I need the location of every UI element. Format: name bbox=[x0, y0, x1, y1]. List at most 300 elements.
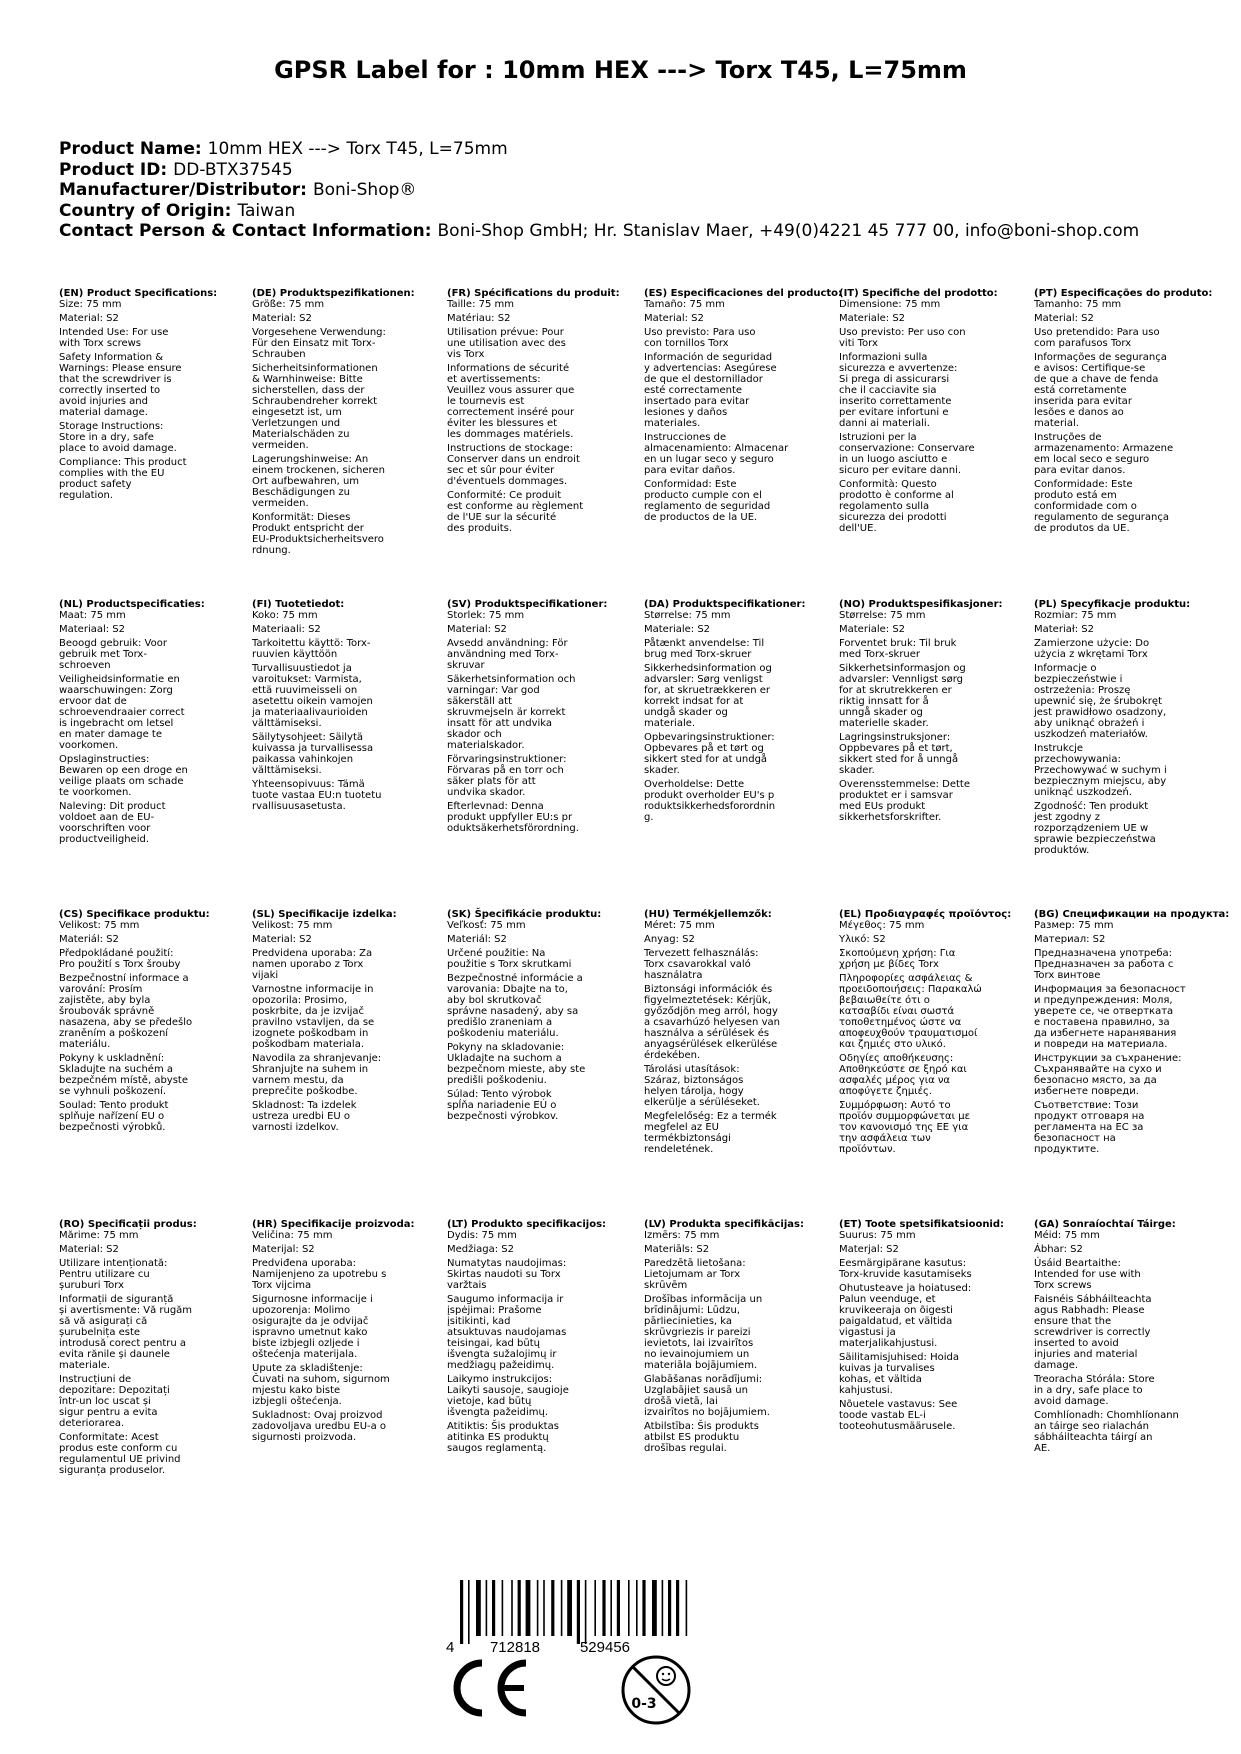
spec-line: produktet er i samsvar bbox=[839, 790, 953, 801]
spec-line: termékbiztonsági bbox=[644, 1133, 731, 1144]
spec-line: bezpieczeństwie i bbox=[1034, 674, 1123, 685]
spec-line: regolamento sulla bbox=[839, 501, 930, 512]
spec-line: säker plats för att bbox=[447, 776, 536, 787]
spec-line: Drošības informācija un bbox=[644, 1294, 763, 1305]
age-warning-icon bbox=[620, 1654, 692, 1726]
spec-material: Material: S2 bbox=[1034, 313, 1094, 324]
spec-size: Velikost: 75 mm bbox=[252, 920, 333, 931]
spec-line: anyagsérülések elkerülése bbox=[644, 1039, 778, 1050]
spec-paragraph bbox=[447, 1374, 625, 1418]
spec-line: βεβαιωθείτε ότι ο bbox=[839, 995, 930, 1006]
spec-line: d'éventuels dommages. bbox=[447, 476, 568, 487]
barcode-bar bbox=[543, 1580, 545, 1636]
spec-line: varningar: Var god bbox=[447, 685, 540, 696]
spec-line: használva a sérülések és bbox=[644, 1028, 770, 1039]
spec-line: de l'UE sur la sécurité bbox=[447, 512, 557, 523]
barcode-bars bbox=[460, 1580, 687, 1644]
spec-line: șuruburi Torx bbox=[59, 1280, 125, 1291]
spec-material: Materiaal: S2 bbox=[59, 624, 126, 635]
spec-line: de productos de la UE. bbox=[644, 512, 758, 523]
spec-line: kohas, et vältida bbox=[839, 1374, 922, 1385]
spec-paragraph bbox=[59, 327, 237, 349]
spec-line: Lietojumam ar Torx bbox=[644, 1269, 741, 1280]
spec-line: Информация за безопасност bbox=[1034, 984, 1186, 995]
language-block bbox=[839, 909, 1017, 1155]
spec-line: Beoogd gebruik: Voor bbox=[59, 638, 167, 649]
spec-line: Säilytysohjeet: Säilytä bbox=[252, 732, 364, 743]
spec-paragraph bbox=[59, 352, 237, 418]
spec-line: izognete poškodbam in bbox=[252, 1028, 369, 1039]
spec-line: Veuillez vous assurer que bbox=[447, 385, 575, 396]
spec-line: sikkerhetsforskrifter. bbox=[839, 812, 942, 823]
language-block-header: (ES) Especificaciones del producto: bbox=[644, 288, 843, 299]
spec-paragraph bbox=[59, 638, 237, 671]
spec-line: insatt för att undvika bbox=[447, 718, 553, 729]
spec-line: producto cumple con el bbox=[644, 490, 762, 501]
spec-line: τον κανονισμό της ΕΕ για bbox=[839, 1122, 969, 1133]
spec-line: Saugumo informacija ir bbox=[447, 1294, 564, 1305]
spec-line: Schraubendreher korrekt bbox=[252, 396, 378, 407]
spec-size: Размер: 75 mm bbox=[1034, 920, 1114, 931]
spec-line: Uso previsto: Para uso bbox=[644, 327, 756, 338]
spec-line: aby bol skrutkovač bbox=[447, 995, 542, 1006]
spec-line: Συμμόρφωση: Αυτό το bbox=[839, 1100, 951, 1111]
spec-paragraph bbox=[252, 779, 430, 812]
spec-line: drošā vietā, lai bbox=[644, 1396, 718, 1407]
spec-line: upozorenja: Molimo bbox=[252, 1305, 351, 1316]
spec-line: gebruik met Torx- bbox=[59, 649, 147, 660]
spec-paragraph bbox=[252, 948, 430, 981]
spec-paragraph bbox=[252, 1258, 430, 1291]
spec-line: избегнете повреди. bbox=[1034, 1086, 1139, 1097]
spec-line: armazenamento: Armazene bbox=[1034, 443, 1174, 454]
spec-line: Nõuetele vastavus: See bbox=[839, 1399, 958, 1410]
language-block bbox=[447, 909, 625, 1122]
spec-line: materiale. bbox=[59, 1360, 111, 1371]
spec-line: przechowywania: bbox=[1034, 754, 1121, 765]
spec-material: Matériau: S2 bbox=[447, 313, 511, 324]
spec-line: izbjegli oštećenja. bbox=[252, 1396, 342, 1407]
spec-paragraph bbox=[839, 732, 1017, 776]
spec-line: helyen tárolja, hogy bbox=[644, 1086, 744, 1097]
spec-paragraph bbox=[1034, 638, 1212, 660]
spec-line: Produkt entspricht der bbox=[252, 523, 364, 534]
spec-line: product safety bbox=[59, 479, 132, 490]
spec-paragraph bbox=[644, 638, 822, 660]
spec-line: е поставена правилно, за bbox=[1034, 1017, 1170, 1028]
spec-line: Tervezett felhasználás: bbox=[644, 948, 759, 959]
spec-line: įsitikinti, kad bbox=[447, 1316, 511, 1327]
spec-line: spĺňa nariadenie EÚ o bbox=[447, 1100, 557, 1111]
spec-line: išvengta pažeidimų. bbox=[447, 1407, 549, 1418]
spec-line: Ukladajte na suchom a bbox=[447, 1053, 562, 1064]
spec-size: Veličina: 75 mm bbox=[252, 1230, 333, 1241]
spec-line: that the screwdriver is bbox=[59, 374, 172, 385]
spec-line: vermeiden. bbox=[252, 498, 309, 509]
spec-line: avoid damage. bbox=[1034, 1396, 1109, 1407]
spec-paragraph bbox=[839, 1399, 1017, 1432]
spec-material: Materiał: S2 bbox=[1034, 624, 1094, 635]
spec-paragraph bbox=[1034, 1374, 1212, 1407]
language-block bbox=[252, 288, 430, 556]
language-block-header: (SV) Produktspecifikationer: bbox=[447, 599, 608, 610]
spec-size: Size: 75 mm bbox=[59, 299, 122, 310]
spec-line: de que el destornillador bbox=[644, 374, 763, 385]
spec-line: splňuje nařízení EU o bbox=[59, 1111, 165, 1122]
spec-line: Avsedd användning: För bbox=[447, 638, 568, 649]
spec-line: Torx-kruvide kasutamiseks bbox=[839, 1269, 972, 1280]
spec-line: skruvar bbox=[447, 660, 485, 671]
spec-line: išvengta sužalojimų ir bbox=[447, 1349, 557, 1360]
spec-line: użycia z wkrętami Torx bbox=[1034, 649, 1148, 660]
spec-line: použitie s Torx skrutkami bbox=[447, 959, 572, 970]
spec-line: τοποθετημένος ώστε να bbox=[839, 1017, 962, 1028]
spec-line: poškodeniu materiálu. bbox=[447, 1028, 559, 1039]
spec-line: atsuktuvas naudojamas bbox=[447, 1327, 567, 1338]
spec-line: materiales. bbox=[644, 418, 701, 429]
spec-line: varování: Prosím bbox=[59, 984, 143, 995]
spec-line: kuivas ja turvalises bbox=[839, 1363, 935, 1374]
spec-line: Инструкции за съхранение: bbox=[1034, 1053, 1182, 1064]
spec-line: Naleving: Dit product bbox=[59, 801, 166, 812]
spec-size: Tamaño: 75 mm bbox=[644, 299, 725, 310]
spec-size: Dydis: 75 mm bbox=[447, 1230, 517, 1241]
spec-line: varnosti izdelkov. bbox=[252, 1122, 339, 1133]
spec-line: éviter les blessures et bbox=[447, 418, 558, 429]
spec-material: Materjal: S2 bbox=[839, 1244, 899, 1255]
spec-line: Určené použitie: Na bbox=[447, 948, 546, 959]
spec-line: προϊόντων. bbox=[839, 1144, 896, 1155]
language-block-header: (LV) Produkta specifikācijas: bbox=[644, 1219, 804, 1230]
language-block-header: (FR) Spécifications du produit: bbox=[447, 288, 620, 299]
spec-line: Beschädigungen zu bbox=[252, 487, 350, 498]
product-name-row bbox=[59, 139, 1209, 160]
language-block bbox=[252, 599, 430, 812]
spec-line: érdekében. bbox=[644, 1050, 701, 1061]
spec-line: aby uniknąć obrażeń i bbox=[1034, 718, 1145, 729]
spec-size: Méid: 75 mm bbox=[1034, 1230, 1100, 1241]
spec-line: inserida para evitar bbox=[1034, 396, 1132, 407]
spec-line: Laikymo instrukcijos: bbox=[447, 1374, 553, 1385]
spec-line: zraněním a poškození bbox=[59, 1028, 169, 1039]
language-block bbox=[447, 288, 625, 534]
spec-paragraph bbox=[644, 1111, 822, 1155]
barcode-group-2: 529456 bbox=[579, 1639, 631, 1656]
spec-line: Przechowywać w suchym i bbox=[1034, 765, 1167, 776]
spec-paragraph bbox=[59, 1432, 237, 1476]
spec-paragraph bbox=[839, 973, 1017, 1050]
spec-size: Suurus: 75 mm bbox=[839, 1230, 916, 1241]
spec-line: avoid injuries and bbox=[59, 396, 148, 407]
spec-line: sprawie bezpieczeństwa bbox=[1034, 834, 1156, 845]
spec-line: com parafusos Torx bbox=[1034, 338, 1132, 349]
spec-line: Storage Instructions: bbox=[59, 421, 164, 432]
spec-line: screwdriver is correctly bbox=[1034, 1327, 1151, 1338]
spec-paragraph bbox=[447, 490, 625, 534]
spec-line: Información de seguridad bbox=[644, 352, 773, 363]
spec-size: Størrelse: 75 mm bbox=[839, 610, 926, 621]
spec-line: riktig innsatt for å bbox=[839, 696, 929, 707]
spec-line: undvika skador. bbox=[447, 787, 526, 798]
spec-line: Utilisation prévue: Pour bbox=[447, 327, 564, 338]
spec-paragraph bbox=[644, 779, 822, 823]
spec-paragraph bbox=[252, 1053, 430, 1097]
spec-line: Lagerungshinweise: An bbox=[252, 454, 369, 465]
language-block bbox=[1034, 909, 1230, 1155]
spec-line: Overholdelse: Dette bbox=[644, 779, 745, 790]
spec-line: poskrbite, da je izvijač bbox=[252, 1006, 365, 1017]
spec-line: waarschuwingen: Zorg bbox=[59, 685, 173, 696]
language-block bbox=[59, 599, 237, 845]
spec-paragraph bbox=[447, 327, 625, 360]
spec-line: agus Rabhadh: Please bbox=[1034, 1305, 1145, 1316]
spec-line: correctement inséré pour bbox=[447, 407, 575, 418]
spec-line: Sicherheitsinformationen bbox=[252, 363, 378, 374]
spec-line: Informações de segurança bbox=[1034, 352, 1167, 363]
spec-line: drošības regulai. bbox=[644, 1443, 727, 1454]
spec-line: pārliecinieties, ka bbox=[644, 1316, 733, 1327]
language-block bbox=[252, 909, 430, 1133]
spec-line: Tarkoitettu käyttö: Torx- bbox=[252, 638, 371, 649]
language-block-header: (HU) Termékjellemzők: bbox=[644, 909, 772, 920]
spec-paragraph bbox=[1034, 948, 1212, 981]
spec-line: Palun veenduge, et bbox=[839, 1294, 936, 1305]
spec-line: безопасност на bbox=[1034, 1133, 1116, 1144]
spec-material: Υλικό: S2 bbox=[839, 934, 886, 945]
spec-line: Conformité: Ce produit bbox=[447, 490, 562, 501]
spec-line: inserito correttamente bbox=[839, 396, 952, 407]
spec-line: roduktsikkerhedsforordnin bbox=[644, 801, 776, 812]
spec-line: undgå skader og bbox=[644, 707, 728, 718]
spec-line: και ζημιές στο υλικό. bbox=[839, 1039, 946, 1050]
barcode-bar bbox=[585, 1580, 587, 1644]
product-info bbox=[59, 139, 1209, 242]
spec-line: Uso pretendido: Para uso bbox=[1034, 327, 1160, 338]
spec-paragraph bbox=[644, 732, 822, 776]
spec-line: Warnings: Please ensure bbox=[59, 363, 182, 374]
spec-material: Materiale: S2 bbox=[839, 313, 906, 324]
spec-line: produktów. bbox=[1034, 845, 1090, 856]
spec-line: tooteohutusmäärusele. bbox=[839, 1421, 956, 1432]
spec-paragraph bbox=[1034, 801, 1212, 856]
spec-line: correctly inserted to bbox=[59, 385, 161, 396]
spec-paragraph bbox=[644, 327, 822, 349]
spec-line: skader. bbox=[644, 765, 680, 776]
spec-size: Dimensione: 75 mm bbox=[839, 299, 941, 310]
language-block-header: (NO) Produktspesifikasjoner: bbox=[839, 599, 1003, 610]
language-block-header: (CS) Specifikace produktu: bbox=[59, 909, 210, 920]
language-block-header: (LT) Produkto specifikacijos: bbox=[447, 1219, 607, 1230]
spec-line: está corretamente bbox=[1034, 385, 1127, 396]
barcode-bar bbox=[502, 1580, 504, 1636]
spec-line: eingesetzt ist, um bbox=[252, 407, 342, 418]
spec-line: Intended for use with bbox=[1034, 1269, 1141, 1280]
spec-line: dell'UE. bbox=[839, 523, 877, 534]
language-block bbox=[447, 1219, 625, 1454]
spec-line: sicurezza dei prodotti bbox=[839, 512, 947, 523]
spec-line: jest prawidłowo osadzony, bbox=[1034, 707, 1167, 718]
spec-line: opozorila: Prosimo, bbox=[252, 995, 348, 1006]
spec-line: poškodbam materiala. bbox=[252, 1039, 365, 1050]
spec-paragraph bbox=[447, 638, 625, 671]
spec-line: vigastusi ja bbox=[839, 1327, 896, 1338]
spec-line: upewnić się, że śrubokręt bbox=[1034, 696, 1162, 707]
spec-paragraph bbox=[839, 779, 1017, 823]
barcode-bar bbox=[561, 1580, 563, 1636]
spec-line: Oppbevares på et tørt, bbox=[839, 743, 953, 754]
spec-line: Uso previsto: Per uso con bbox=[839, 327, 966, 338]
spec-line: Si prega di assicurarsi bbox=[839, 374, 950, 385]
spec-line: Skladnost: Ta izdelek bbox=[252, 1100, 357, 1111]
spec-line: Store in a dry, safe bbox=[59, 432, 154, 443]
spec-paragraph bbox=[59, 421, 237, 454]
spec-line: Skirtas naudoti su Torx bbox=[447, 1269, 561, 1280]
spec-paragraph bbox=[59, 1374, 237, 1429]
spec-line: est conforme au règlement bbox=[447, 501, 584, 512]
spec-size: Taille: 75 mm bbox=[447, 299, 515, 310]
barcode-bar bbox=[492, 1580, 495, 1636]
spec-line: paigaldatud, et vältida bbox=[839, 1316, 953, 1327]
spec-line: bezpiecznym miejscu, aby bbox=[1034, 776, 1167, 787]
spec-line: Predviđena uporaba: bbox=[252, 1258, 356, 1269]
spec-line: Αποθηκεύστε σε ξηρό και bbox=[839, 1064, 967, 1075]
spec-paragraph bbox=[644, 352, 822, 429]
spec-line: izvairītos no bojājumiem. bbox=[644, 1407, 770, 1418]
spec-line: sec et sûr pour éviter bbox=[447, 465, 555, 476]
language-block bbox=[1034, 288, 1212, 534]
spec-line: sigurnosti proizvoda. bbox=[252, 1432, 357, 1443]
spec-line: ensure that the bbox=[1034, 1316, 1112, 1327]
spec-line: advarsler: Vennligst sørg bbox=[839, 674, 963, 685]
spec-line: sikkert sted for å unngå bbox=[839, 754, 959, 765]
language-block bbox=[59, 1219, 237, 1476]
spec-line: brīdinājumi: Lūdzu, bbox=[644, 1305, 741, 1316]
spec-size: Velikost: 75 mm bbox=[59, 920, 140, 931]
spec-line: Shranjujte na suhem in bbox=[252, 1064, 369, 1075]
language-block-header: (DA) Produktspecifikationer: bbox=[644, 599, 806, 610]
spec-paragraph bbox=[1034, 663, 1212, 740]
spec-size: Tamanho: 75 mm bbox=[1034, 299, 1122, 310]
spec-line: teisingai, kad būtų bbox=[447, 1338, 541, 1349]
spec-line: viti Torx bbox=[839, 338, 878, 349]
spec-paragraph bbox=[644, 1294, 822, 1371]
spec-line: schroevendraaier correct bbox=[59, 707, 185, 718]
spec-line: χρήση με βίδες Torx bbox=[839, 959, 939, 970]
spec-line: regulamentul UE privind bbox=[59, 1454, 181, 1465]
spec-line: che il cacciavite sia bbox=[839, 385, 937, 396]
spec-line: predišlo zraneniam a bbox=[447, 1017, 553, 1028]
spec-line: ievietots, lai izvairītos bbox=[644, 1338, 754, 1349]
spec-line: användning med Torx- bbox=[447, 649, 559, 660]
spec-line: deteriorarea. bbox=[59, 1418, 125, 1429]
spec-line: zajistěte, aby byla bbox=[59, 995, 151, 1006]
spec-material: Material: S2 bbox=[59, 313, 119, 324]
spec-line: et avertissements: bbox=[447, 374, 541, 385]
spec-line: Eesmärgipärane kasutus: bbox=[839, 1258, 967, 1269]
spec-line: Atitiktis: Šis produktas bbox=[447, 1421, 559, 1432]
spec-line: te voorkomen. bbox=[59, 787, 132, 798]
language-block-header: (RO) Specificații produs: bbox=[59, 1219, 197, 1230]
spec-line: și avertismente: Vă rugăm bbox=[59, 1305, 193, 1316]
spec-line: продуктите. bbox=[1034, 1144, 1100, 1155]
spec-line: αποφύγετε ζημιές. bbox=[839, 1086, 933, 1097]
spec-line: oštećenja materijala. bbox=[252, 1349, 358, 1360]
spec-line: Påtænkt anvendelse: Til bbox=[644, 638, 765, 649]
spec-line: depozitare: Depozitați bbox=[59, 1385, 170, 1396]
spec-paragraph bbox=[839, 1100, 1017, 1155]
spec-line: rozporządzeniem UE w bbox=[1034, 823, 1149, 834]
spec-line: Treoracha Stórála: Store bbox=[1034, 1374, 1155, 1385]
spec-line: Предназначен за работа с bbox=[1034, 959, 1174, 970]
spec-material: Materiál: S2 bbox=[447, 934, 507, 945]
spec-paragraph bbox=[252, 1363, 430, 1407]
spec-paragraph bbox=[447, 754, 625, 798]
spec-paragraph bbox=[839, 327, 1017, 349]
spec-line: Ohutusteave ja hoiatused: bbox=[839, 1283, 972, 1294]
spec-paragraph bbox=[1034, 1100, 1212, 1155]
spec-line: Conformitate: Acest bbox=[59, 1432, 159, 1443]
spec-line: materjalikahjustusi. bbox=[839, 1338, 938, 1349]
spec-line: an táirge seo rialachán bbox=[1034, 1421, 1149, 1432]
spec-line: Torx screws bbox=[1034, 1280, 1092, 1291]
spec-line: nasazena, aby se předešlo bbox=[59, 1017, 193, 1028]
spec-line: bezpečném místě, abyste bbox=[59, 1075, 188, 1086]
language-block-header: (SL) Specifikacije izdelka: bbox=[252, 909, 397, 920]
spec-line: conservazione: Conservare bbox=[839, 443, 975, 454]
spec-line: Soulad: Tento produkt bbox=[59, 1100, 169, 1111]
spec-line: atitinka ES produktų bbox=[447, 1432, 549, 1443]
spec-line: и предупреждения: Моля, bbox=[1034, 995, 1173, 1006]
barcode-bar bbox=[652, 1580, 657, 1636]
spec-line: uniknąć uszkodzeń. bbox=[1034, 787, 1133, 798]
spec-line: place to avoid damage. bbox=[59, 443, 177, 454]
spec-line: almacenamiento: Almacenar bbox=[644, 443, 789, 454]
spec-line: Instruções de bbox=[1034, 432, 1102, 443]
spec-line: регламента на ЕС за bbox=[1034, 1122, 1144, 1133]
spec-line: Zgodność: Ten produkt bbox=[1034, 801, 1149, 812]
spec-line: Pokyny k uskladnění: bbox=[59, 1053, 165, 1064]
spec-line: Megfelelőség: Ez a termék bbox=[644, 1111, 777, 1122]
spec-line: ασφαλές μέρος για να bbox=[839, 1075, 951, 1086]
barcode-bar bbox=[511, 1580, 513, 1636]
language-block-header: (FI) Tuotetiedot: bbox=[252, 599, 345, 610]
spec-line: evita rănile și daunele bbox=[59, 1349, 170, 1360]
spec-size: Μέγεθος: 75 mm bbox=[839, 920, 925, 931]
spec-material: Medžiaga: S2 bbox=[447, 1244, 515, 1255]
barcode-bar bbox=[610, 1580, 612, 1636]
spec-line: une utilisation avec des bbox=[447, 338, 566, 349]
ce-mark bbox=[452, 1657, 534, 1719]
spec-line: Säilitamisjuhised: Hoida bbox=[839, 1352, 959, 1363]
spec-line: Opbevaringsinstruktioner: bbox=[644, 732, 775, 743]
language-block-header: (NL) Productspecificaties: bbox=[59, 599, 205, 610]
spec-line: voorkomen. bbox=[59, 740, 119, 751]
spec-line: y advertencias: Asegúrese bbox=[644, 363, 777, 374]
spec-size: Méret: 75 mm bbox=[644, 920, 715, 931]
spec-line: skrūvēm bbox=[644, 1280, 688, 1291]
label-title: GPSR Label for : 10mm HEX ---> Torx T45, L=75mm bbox=[274, 56, 967, 84]
spec-paragraph bbox=[59, 801, 237, 845]
spec-line: preprečite poškodbe. bbox=[252, 1086, 358, 1097]
spec-line: Förvaras på en torr och bbox=[447, 765, 564, 776]
spec-line: Säkerhetsinformation och bbox=[447, 674, 576, 685]
contact-value: Boni-Shop GmbH; Hr. Stanislav Maer, +49(0)4221 45 777 00, info@boni-shop.com bbox=[437, 221, 1140, 241]
spec-material: Materiaali: S2 bbox=[252, 624, 321, 635]
spec-line: for, at skruetrækkeren er bbox=[644, 685, 770, 696]
spec-line: ruuvien käyttöön bbox=[252, 649, 338, 660]
spec-line: materialskador. bbox=[447, 740, 525, 751]
spec-line: damage. bbox=[1034, 1360, 1079, 1371]
